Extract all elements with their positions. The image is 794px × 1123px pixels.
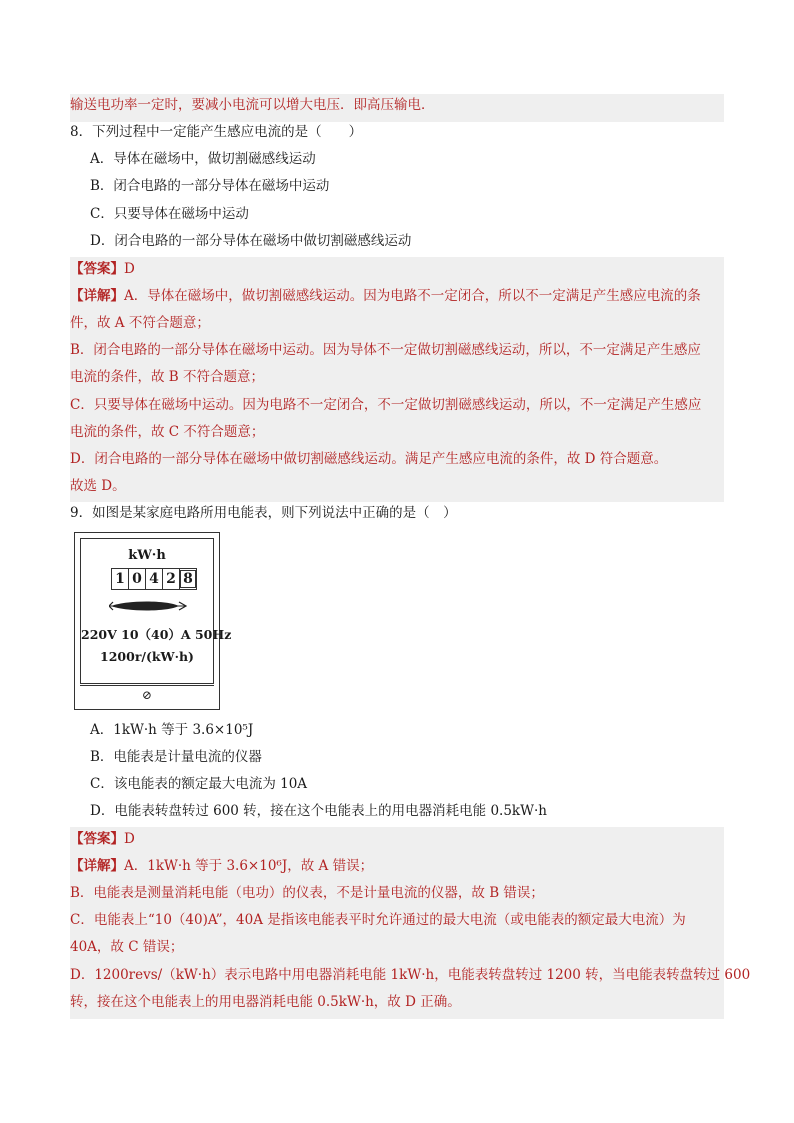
- q9-detail-text-1: A．1kW·h 等于 3.6×10⁶J，故 A 错误；: [124, 858, 374, 874]
- meter-digit: 2: [163, 569, 180, 589]
- meter-unit: kW·h: [128, 548, 166, 563]
- q8-detail-line-1: [70, 287, 701, 305]
- meter-spec-rating: 220V 10（40）A 50Hz: [81, 627, 232, 642]
- q9-detail-tag: 【详解】: [70, 858, 124, 874]
- q9-detail-line-6: 转，接在这个电能表上的用电器消耗电能 0.5kW·h，故 D 正确。: [70, 994, 461, 1010]
- meter-spec-constant: 1200r/(kW·h): [100, 649, 194, 664]
- q9-option-b: B．电能表是计量电流的仪器: [90, 749, 262, 765]
- q8-answer-value: D: [124, 261, 135, 277]
- meter-digit: 1: [112, 569, 129, 589]
- q9-option-a: A．1kW·h 等于 3.6×10⁵J: [90, 722, 254, 738]
- q8-stem: 8．下列过程中一定能产生感应电流的是（ ）: [70, 124, 363, 140]
- q8-answer: [70, 260, 135, 278]
- q8-option-b: B．闭合电路的一部分导体在磁场中运动: [90, 178, 330, 194]
- q9-detail-line-3: C．电能表上“10（40)A”，40A 是指该电能表平时允许通过的最大电流（或电能表的额定最大电流）为: [70, 912, 686, 928]
- q9-answer-value: D: [124, 831, 135, 847]
- q9-detail-line-4: 40A，故 C 错误；: [70, 939, 184, 955]
- prev-explanation-tail: 输送电功率一定时，要减小电流可以增大电压．即高压输电．: [70, 97, 435, 113]
- q8-option-c: C．只要导体在磁场中运动: [90, 206, 249, 222]
- meter-digits: [111, 568, 197, 590]
- meter-base: [80, 685, 214, 706]
- q8-detail-line-8: 故选 D。: [70, 478, 126, 494]
- q8-detail-line-5: C．只要导体在磁场中运动。因为电路不一定闭合，不一定做切割磁感线运动，所以，不一定满足产生感应: [70, 397, 702, 413]
- q8-answer-tag: 【答案】: [70, 261, 124, 277]
- meter-face: [80, 538, 232, 684]
- q9-option-d: D．电能表转盘转过 600 转，接在这个电能表上的用电器消耗电能 0.5kW·h: [90, 803, 547, 819]
- meter-digit: 0: [129, 569, 146, 589]
- q9-answer: [70, 830, 135, 848]
- q8-option-d: D．闭合电路的一部分导体在磁场中做切割磁感线运动: [90, 233, 412, 249]
- q8-detail-text-1: A．导体在磁场中，做切割磁感线运动。因为电路不一定闭合，所以不一定满足产生感应电流的条: [124, 288, 701, 304]
- q8-detail-tag: 【详解】: [70, 288, 124, 304]
- q9-detail-line-5: D．1200revs/（kW·h）表示电路中用电器消耗电能 1kW·h，电能表转盘转过 1200 转，当电能表转盘转过 600: [70, 967, 751, 983]
- q9-detail-line-2: B．电能表是测量消耗电能（电功）的仪表，不是计量电流的仪器，故 B 错误；: [70, 885, 544, 901]
- meter-digit: 4: [146, 569, 163, 589]
- q8-option-a: A．导体在磁场中，做切割磁感线运动: [90, 151, 316, 167]
- terminal-screw-icon: ⊘: [142, 688, 153, 702]
- rotating-disc-arrow-icon: [109, 599, 187, 613]
- q8-detail-line-3: B．闭合电路的一部分导体在磁场中运动。因为导体不一定做切割磁感线运动，所以，不一定满足产生感应: [70, 342, 701, 358]
- q8-detail-line-2: 件，故 A 不符合题意；: [70, 315, 210, 331]
- q8-detail-line-7: D．闭合电路的一部分导体在磁场中做切割磁感线运动。满足产生感应电流的条件，故 D 符合题意。: [70, 451, 668, 467]
- meter-digit-decimal-value: 8: [180, 570, 196, 588]
- q8-detail-line-6: 电流的条件，故 C 不符合题意；: [70, 424, 265, 440]
- q8-detail-line-4: 电流的条件，故 B 不符合题意；: [70, 369, 265, 385]
- q9-stem: 9．如图是某家庭电路所用电能表，则下列说法中正确的是（ ）: [70, 505, 457, 521]
- q9-answer-tag: 【答案】: [70, 831, 124, 847]
- meter-digit-decimal: [180, 569, 196, 589]
- electric-meter-figure: [74, 532, 232, 710]
- q9-option-c: C．该电能表的额定最大电流为 10A: [90, 776, 308, 792]
- q9-detail-line-1: [70, 857, 373, 875]
